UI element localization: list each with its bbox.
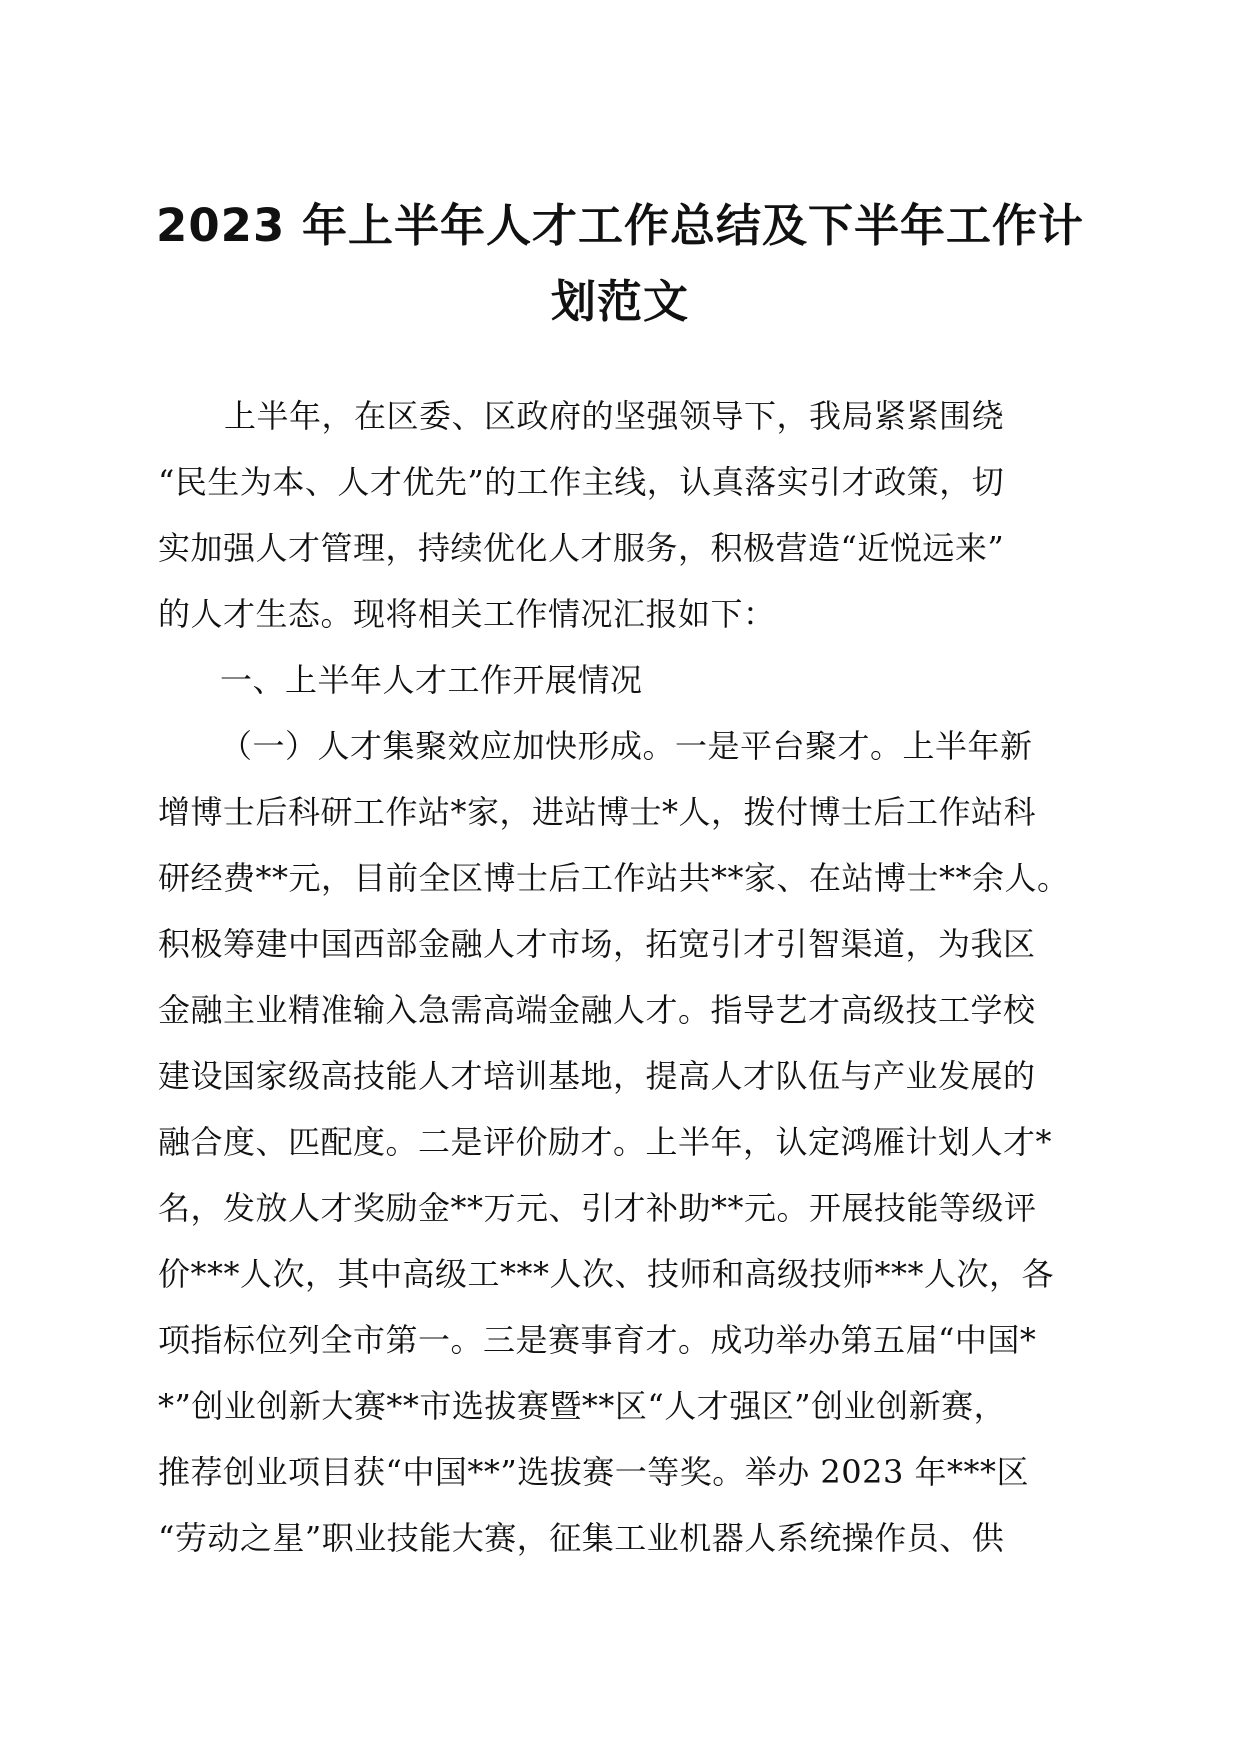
paragraph-line: 的人才生态。现将相关工作情况汇报如下： [158, 595, 776, 633]
paragraph-line: 金融主业精准输入急需高端金融人才。指导艺才高级技工学校 [158, 991, 1036, 1029]
paragraph-line: 研经费**元，目前全区博士后工作站共**家、在站博士**余人。 [158, 859, 1070, 897]
title-line-1: 2023 年上半年人才工作总结及下半年工作计 [156, 199, 1084, 252]
title-line-2: 划范文 [550, 275, 689, 328]
paragraph-line: 实加强人才管理，持续优化人才服务，积极营造“近悦远来” [158, 529, 1005, 567]
section-heading: 一、上半年人才工作开展情况 [220, 661, 643, 699]
paragraph-line: 增博士后科研工作站*家，进站博士*人，拨付博士后工作站科 [158, 793, 1037, 831]
paragraph-line: （一）人才集聚效应加快形成。一是平台聚才。上半年新 [220, 727, 1033, 765]
paragraph-line: “民生为本、人才优先”的工作主线，认真落实引才政策，切 [158, 463, 1005, 501]
paragraph-line: 上半年，在区委、区政府的坚强领导下，我局紧紧围绕 [224, 397, 1005, 435]
document-body [158, 383, 1088, 1571]
paragraph-line: 推荐创业项目获“中国**”选拔赛一等奖。举办 2023 年***区 [158, 1453, 1030, 1491]
document-title [140, 188, 1100, 340]
paragraph-line: 积极筹建中国西部金融人才市场，拓宽引才引智渠道，为我区 [158, 925, 1036, 963]
paragraph-line: *”创业创新大赛**市选拔赛暨**区“人才强区”创业创新赛， [158, 1387, 1007, 1425]
paragraph-line: 名，发放人才奖励金**万元、引才补助**元。开展技能等级评 [158, 1189, 1037, 1227]
paragraph-line: 项指标位列全市第一。三是赛事育才。成功举办第五届“中国* [158, 1321, 1037, 1359]
paragraph-line: “劳动之星”职业技能大赛，征集工业机器人系统操作员、供 [158, 1519, 1005, 1557]
paragraph-line: 价***人次，其中高级工***人次、技师和高级技师***人次，各 [158, 1255, 1055, 1293]
paragraph-line: 融合度、匹配度。二是评价励才。上半年，认定鸿雁计划人才* [158, 1123, 1053, 1161]
paragraph-line: 建设国家级高技能人才培训基地，提高人才队伍与产业发展的 [158, 1057, 1036, 1095]
